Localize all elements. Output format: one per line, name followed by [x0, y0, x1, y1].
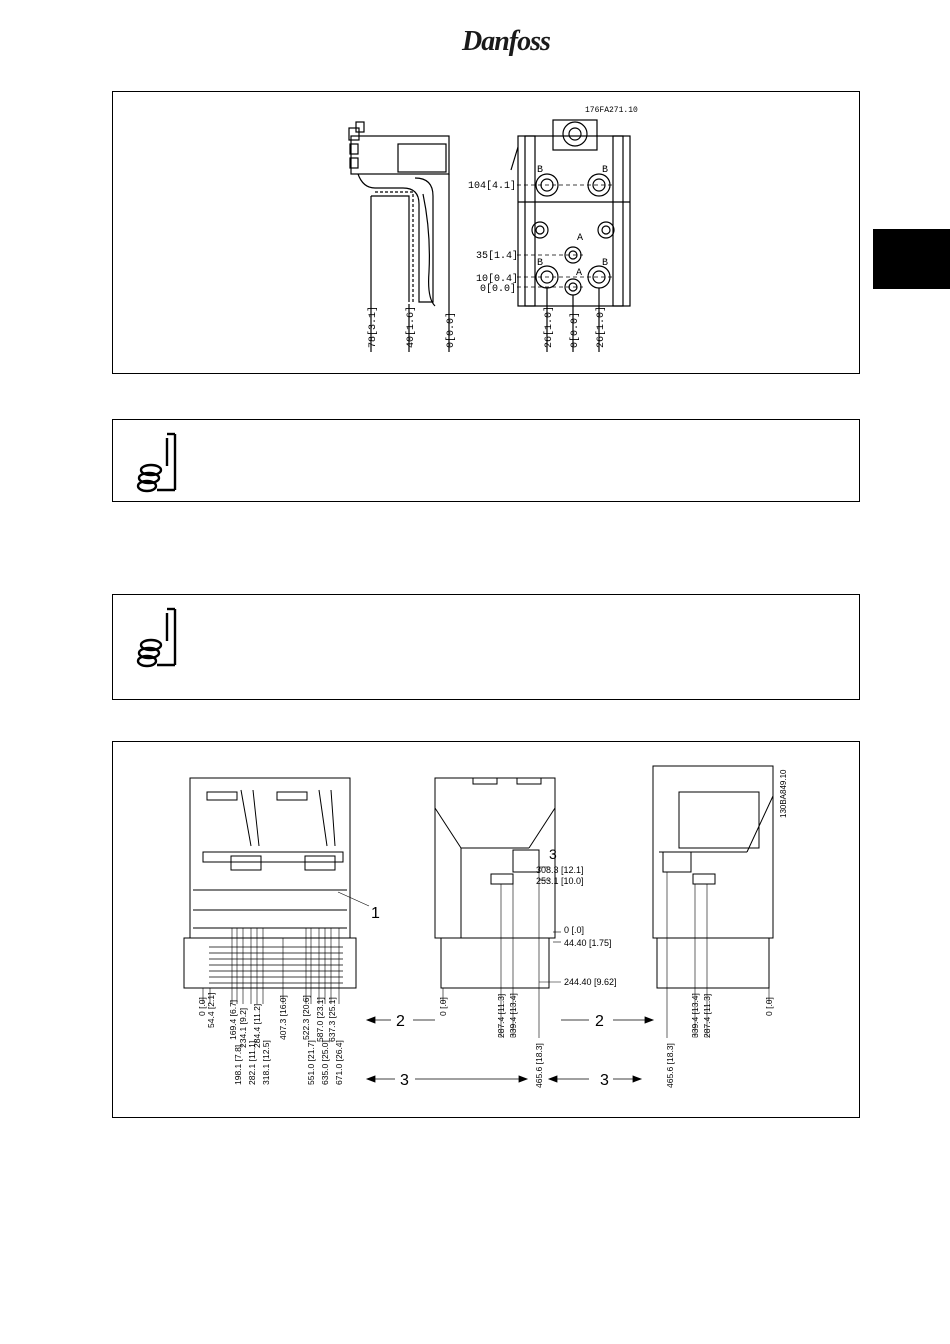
dim-26-left: 26[1.0] — [544, 305, 555, 348]
dim-44: 44.40 [1.75] — [564, 938, 612, 948]
label-b: B — [602, 165, 609, 176]
label-b: B — [537, 258, 544, 269]
dim-0: 0[0.0] — [480, 284, 517, 295]
front-dim: 551.0 [21.7] — [306, 1040, 316, 1085]
front-dim: 169.4 [6.7] — [228, 999, 238, 1040]
terminal-drawing-panel — [112, 91, 860, 374]
note-box-2 — [112, 594, 860, 700]
front-dim: 54.4 [2.1] — [206, 992, 216, 1028]
front-dim: 671.0 [26.4] — [334, 1040, 344, 1085]
front-dim: 284.4 [11.2] — [252, 1003, 262, 1048]
callout-3-right: 3 — [600, 1072, 609, 1089]
label-b: B — [537, 165, 544, 176]
danfoss-logo — [462, 26, 554, 58]
side2-dim: 0 [.0] — [764, 997, 774, 1016]
dim-308: 308.3 [12.1] — [536, 865, 584, 875]
front-dim: 282.1 [11.1] — [247, 1040, 257, 1085]
front-dim: 637.3 [25.1] — [327, 997, 337, 1042]
callout-3-top: 3 — [549, 846, 557, 862]
side-dim: 287.4 [11.3] — [496, 993, 506, 1038]
callout-3-left: 3 — [400, 1072, 409, 1089]
note-hand-icon — [129, 426, 189, 496]
enclosure-drawing-panel — [112, 741, 860, 1118]
note-box-1 — [112, 419, 860, 502]
label-b: B — [602, 258, 609, 269]
dim-0-right: 0 [.0] — [564, 925, 585, 935]
front-dim: 407.3 [16.0] — [278, 995, 288, 1040]
dim-0-bottom: 0[0.0] — [570, 311, 581, 348]
side-dim: 465.6 [18.3] — [534, 1043, 544, 1088]
side2-dim: 339.4 [13.4] — [690, 993, 700, 1038]
label-a: A — [576, 268, 583, 279]
dim-244: 244.40 [9.62] — [564, 977, 617, 987]
callout-1: 1 — [371, 905, 380, 922]
chapter-tab — [873, 229, 950, 289]
side2-dim: 287.4 [11.3] — [702, 993, 712, 1038]
dim-104: 104[4.1] — [468, 181, 517, 192]
label-a: A — [577, 233, 584, 244]
figure1-code: 176FA271.10 — [585, 106, 638, 115]
front-dim: 0 [.0] — [197, 997, 207, 1016]
side-dim: 0 [.0] — [438, 997, 448, 1016]
figure2-code: 130BA849.10 — [779, 769, 788, 818]
terminal-drawing — [113, 92, 861, 375]
front-dim: 234.1 [9.2] — [238, 1007, 248, 1048]
front-dim: 198.1 [7.8] — [233, 1044, 243, 1085]
dim-253: 253.1 [10.0] — [536, 876, 584, 886]
side2-dim: 465.6 [18.3] — [665, 1043, 675, 1088]
front-dim: 318.1 [12.5] — [261, 1040, 271, 1085]
callout-2-left: 2 — [396, 1013, 405, 1030]
dim-78: 78[3.1] — [368, 305, 379, 348]
side-dim: 339.4 [13.4] — [508, 993, 518, 1038]
front-dim: 522.3 [20.6] — [301, 995, 311, 1040]
note-hand-icon — [129, 601, 189, 671]
dim-35: 35[1.4] — [476, 251, 519, 262]
dim-10: 10[0.4] — [476, 274, 519, 285]
brand-wordmark: Danfoss — [462, 26, 550, 57]
front-dim: 587.0 [23.1] — [315, 997, 325, 1042]
front-dim: 635.0 [25.0] — [320, 1040, 330, 1085]
dim-26-right: 26[1.0] — [596, 305, 607, 348]
dim-40: 40[1.6] — [406, 305, 417, 348]
callout-2-right: 2 — [595, 1013, 604, 1030]
dim-0-side: 0[0.0] — [446, 311, 457, 348]
enclosure-drawing — [113, 742, 861, 1119]
